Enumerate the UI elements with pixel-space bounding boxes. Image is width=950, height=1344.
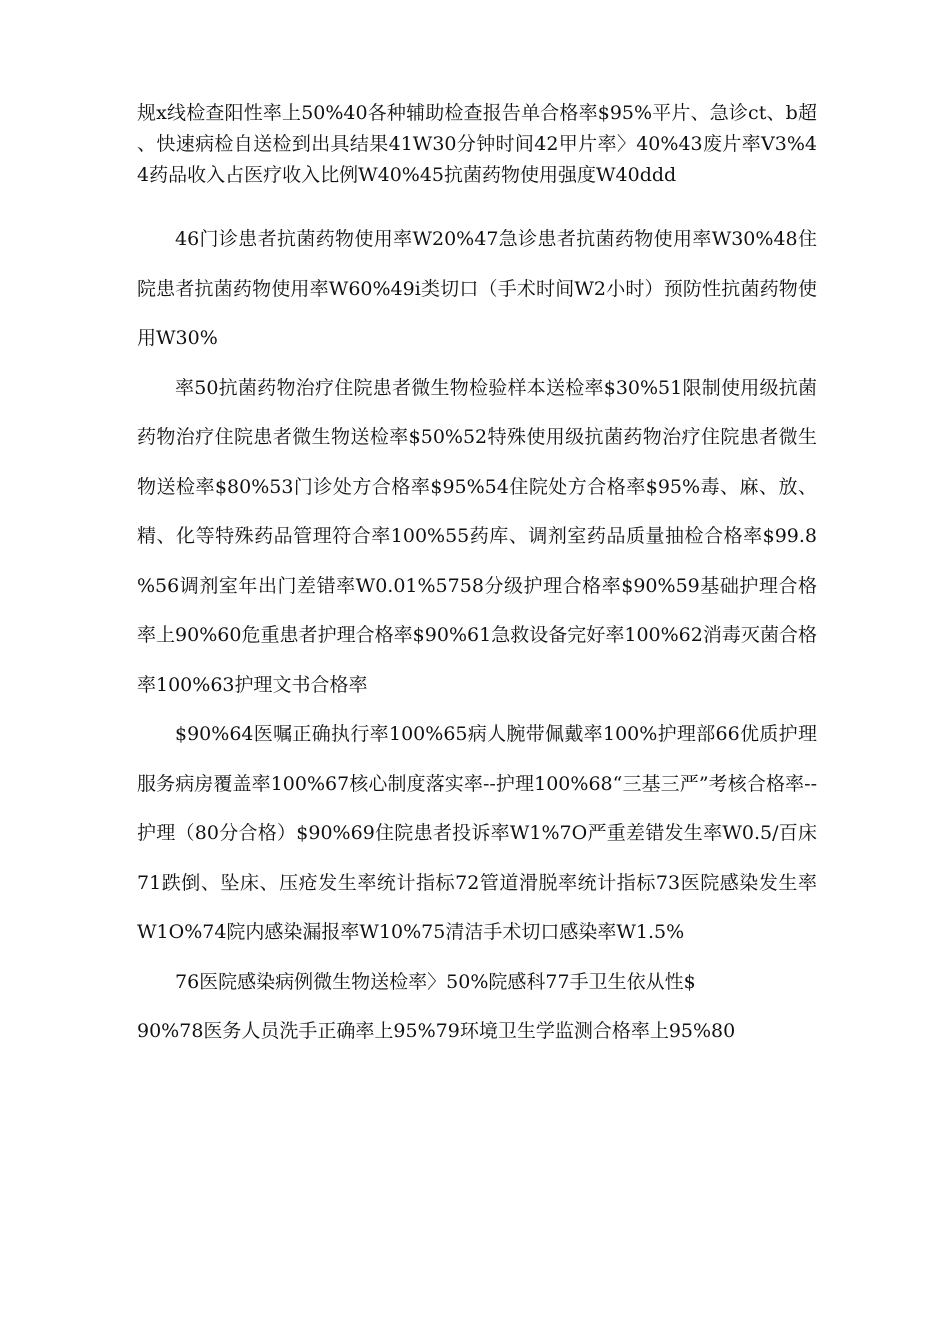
paragraph-2: 46门诊患者抗菌药物使用率W20%47急诊患者抗菌药物使用率W30%48住院患者抗菌药物使用率W60%49i类切口（手术时间W2小时）预防性抗菌药物使用W30%	[137, 228, 817, 349]
paragraph-4: $90%64医嘱正确执行率100%65病人腕带佩戴率100%护理部66优质护理服务病房覆盖率100%67核心制度落实率--护理100%68“三基三严”考核合格率--护理（80分合格）$90%69住院患者投诉率W1%7O严重差错发生率W0.5/百床71跌倒、坠床、压疮发生率统计指标72管道滑脱率统计指标73医院感染发生率W1O%74院内感染漏报率W10%75清洁手术切口感染率W1.5%	[137, 723, 817, 943]
paragraph-3: 率50抗菌药物治疗住院患者微生物检验样本送检率$30%51限制使用级抗菌药物治疗住院患者微生物送检率$50%52特殊使用级抗菌药物治疗住院患者微生物送检率$80%53门诊处方合格率$95%54住院处方合格率$95%毒、麻、放、精、化等特殊药品管理符合率100%55药库、调剂室药品质量抽检合格率$99.8%56调剂室年出门差错率W0.01%5758分级护理合格率$90%59基础护理合格率上90%60危重患者护理合格率$90%61急救设备完好率100%62消毒灭菌合格率100%63护理文书合格率	[137, 376, 817, 696]
paragraph-1: 规x线检查阳性率上50%40各种辅助检查报告单合格率$95%平片、急诊ct、b超、快速病检自送检到出具结果41W30分钟时间42甲片率〉40%43废片率V3%44药品收入占医疗收入比例W40%45抗菌药物使用强度W40ddd	[137, 102, 817, 186]
document-body	[137, 98, 817, 1057]
paragraph-6: 90%78医务人员洗手正确率上95%79环境卫生学监测合格率上95%80	[137, 1020, 736, 1042]
paragraph-5: 76医院感染病例微生物送检率〉50%院感科77手卫生依从性$	[175, 970, 696, 993]
